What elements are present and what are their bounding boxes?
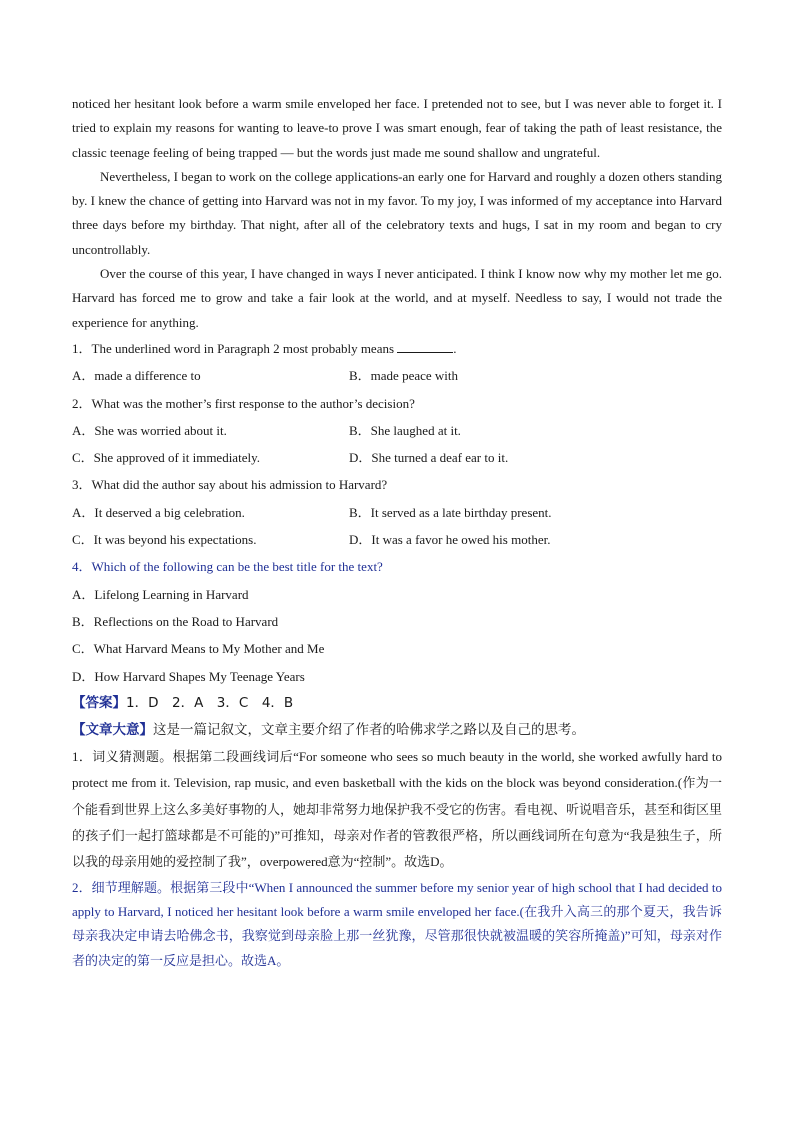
option-a: A．She was worried about it.	[72, 422, 227, 438]
option-d: D．How Harvard Shapes My Teenage Years	[72, 668, 305, 684]
passage-paragraph-2: Nevertheless, I began to work on the college applications-an early one for Harvard and roughly a dozen others standing by. I knew the chance of getting into Harvard was not in my favor. To my joy, I was informed of my acceptance into Harvard three days before my birthday. That night, after all of the celebratory texts and hugs, I sat in my room and began to cry uncontrollably.	[72, 168, 722, 257]
option-a: A．Lifelong Learning in Harvard	[72, 586, 249, 602]
question-4	[72, 553, 722, 689]
passage-paragraph-3: Over the course of this year, I have changed in ways I never anticipated. I think I know now why my mother let me go. Harvard has forced me to grow and take a fair look at the world, and at myself. Needless to say, I would not trade the experience for anything.	[72, 266, 722, 330]
option-row	[72, 417, 722, 444]
option-d: D．It was a favor he owed his mother.	[349, 532, 551, 548]
option-c: C．What Harvard Means to My Mother and Me	[72, 641, 325, 657]
article-summary	[72, 717, 722, 744]
answer-blank	[397, 340, 453, 353]
option-b: B．made peace with	[349, 368, 459, 384]
question-stem: 2．What was the mother’s first response to the author’s decision?	[72, 395, 415, 411]
option-c: C．It was beyond his expectations.	[72, 532, 257, 548]
question-stem: 4．Which of the following can be the best title for the text?	[72, 559, 383, 575]
summary-text: 这是一篇记叙文，文章主要介绍了作者的哈佛求学之路以及自己的思考。	[153, 721, 585, 738]
question-1	[72, 335, 722, 390]
option-a: A．It deserved a big celebration.	[72, 504, 245, 520]
option-row	[72, 499, 722, 526]
answer-key	[72, 690, 722, 717]
question-stem: 3．What did the author say about his admission to Harvard?	[72, 477, 388, 493]
question-stem: 1．The underlined word in Paragraph 2 most probably means .	[72, 340, 457, 356]
question-3	[72, 471, 722, 553]
option-c: C．She approved of it immediately.	[72, 450, 260, 466]
explanation-1: 1．词义猜测题。根据第二段画线词后“For someone who sees so much beauty in the world, she worked awfully hard to protect me from it. Television, rap music, and even basketball with the kids on the block was beyond consideration.(作为一个能看到世界上这么多美好事物的人，她却非常努力地保护我不受它的伤害。看电视、听说唱音乐，甚至和街区里的孩子们一起打篮球都是不可能的)”可推知，母亲对作者的管教很严格，所以画线词所在句意为“我是独生子，所以我的母亲用她的爱控制了我”，overpowered意为“控制”。故选D。	[72, 748, 723, 870]
option-b: B．Reflections on the Road to Harvard	[72, 613, 279, 629]
explanation-2: 2．细节理解题。根据第三段中“When I announced the summer before my senior year of high school that I had decided to apply to Harvard, I noticed her hesitant look before a warm smile enveloped her face.(在我升入高三的那个夏天，我告诉母亲我决定申请去哈佛念书，我察觉到母亲脸上那一丝犹豫，尽管那很快就被温暖的笑容所掩盖)”可知，母亲对作者的决定的第一反应是担心。故选A。	[72, 879, 722, 968]
option-row	[72, 362, 722, 389]
option-row	[72, 444, 722, 471]
option-a: A．made a difference to	[72, 368, 201, 384]
option-b: B．It served as a late birthday present.	[349, 504, 552, 520]
document-page	[72, 92, 722, 973]
question-2	[72, 390, 722, 472]
answer-text: 1．D 2．A 3．C 4．B	[126, 694, 294, 711]
summary-label: 【文章大意】	[72, 721, 153, 738]
answer-label: 【答案】	[72, 694, 126, 711]
passage-paragraph-1: noticed her hesitant look before a warm smile enveloped her face. I pretended not to see, but I was never able to forget it. I tried to explain my reasons for wanting to leave-to prove I was smart enough, fear of taking the path of least resistance, the classic teenage feeling of being trapped — but the words just made me sound shallow and ungrateful.	[72, 96, 722, 160]
option-row	[72, 526, 722, 553]
option-d: D．She turned a deaf ear to it.	[349, 450, 509, 466]
option-b: B．She laughed at it.	[349, 422, 461, 438]
